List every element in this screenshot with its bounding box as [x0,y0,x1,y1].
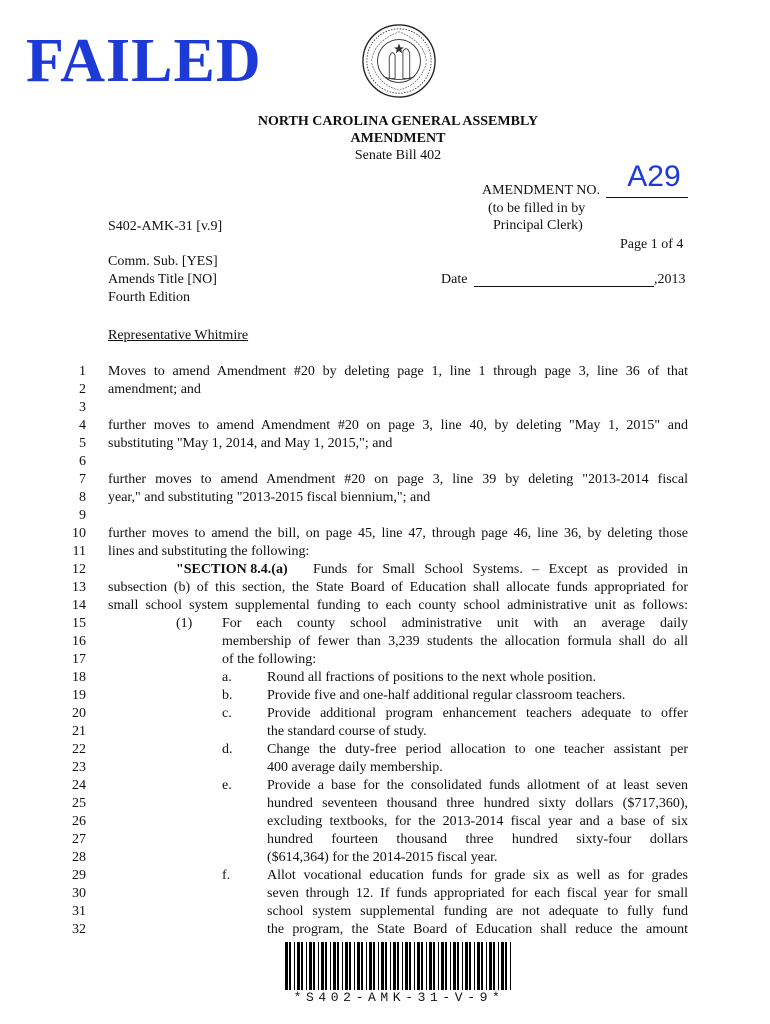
barcode-bar [421,942,423,990]
barcode-bar [450,942,451,990]
item-c-marker: c. [222,706,232,721]
barcode-bar [330,942,331,990]
amendment-no-value: A29 [627,160,681,193]
barcode-bar [342,942,343,990]
document-type: AMENDMENT [350,131,446,146]
line-number: 31 [72,904,86,919]
line-number: 9 [79,508,86,523]
line-number: 30 [72,886,86,901]
date-label: Date [441,272,468,287]
item-a-marker: a. [222,670,232,685]
line-number: 25 [72,796,86,811]
body-line-15: For each county school administrative unit with an average daily [222,616,688,631]
body-line-14: small school system supplemental funding to each county school administrative unit as follows: [108,598,688,613]
barcode-bar [289,942,291,990]
body-line-23: 400 average daily membership. [267,760,443,775]
barcode-bar [381,942,384,990]
line-number: 6 [79,454,86,469]
barcode-bar [457,942,459,990]
barcode-bar [378,942,379,990]
body-line-28: ($614,364) for the 2014-2015 fiscal year. [267,850,498,865]
body-line-26: excluding textbooks, for the 2013-2014 fiscal year and a base of six [267,814,688,829]
line-number: 3 [79,400,86,415]
line-number: 8 [79,490,86,505]
barcode-bar [333,942,336,990]
body-line-20: Provide additional program enhancement teachers adequate to offer [267,706,688,721]
body-line-29: Allot vocational education funds for grade six as well as for grades [267,868,688,883]
date-underline [474,286,654,287]
barcode-bar [325,942,327,990]
body-line-10: further moves to amend the bill, on page 45, line 47, through page 46, line 36, by deleting those [108,526,688,541]
line-number: 29 [72,868,86,883]
barcode-bar [306,942,307,990]
barcode-bar [474,942,475,990]
barcode-bar [361,942,363,990]
line-number: 13 [72,580,86,595]
body-line-5: substituting "May 1, 2014, and May 1, 2015,"; and [108,436,393,451]
item-1-marker: (1) [176,616,193,631]
body-line-21: the standard course of study. [267,724,427,739]
body-line-25: hundred seventeen thousand three hundred sixty dollars ($717,360), [267,796,688,811]
barcode-bar [366,942,367,990]
barcode-bar [393,942,396,990]
body-line-12: Funds for Small School Systems. – Except as provided in [313,562,688,577]
item-d-marker: d. [222,742,233,757]
section-heading: "SECTION 8.4.(a) [176,562,288,577]
barcode-bar [318,942,319,990]
barcode-bar [417,942,420,990]
barcode-text: *S402-AMK-31-V-9* [293,990,505,1005]
line-number: 17 [72,652,86,667]
barcode-bar [357,942,360,990]
barcode-bar [441,942,444,990]
line-number: 15 [72,616,86,631]
barcode-bar [510,942,511,990]
barcode-bar [501,942,504,990]
barcode-bar [349,942,351,990]
line-number: 21 [72,724,86,739]
line-number: 22 [72,742,86,757]
amendment-no-underline [606,197,688,198]
barcode-bar [369,942,372,990]
barcode-bar [390,942,391,990]
fill-note-2: Principal Clerk) [493,218,583,233]
line-number: 26 [72,814,86,829]
assembly-title: NORTH CAROLINA GENERAL ASSEMBLY [257,114,539,129]
line-number: 14 [72,598,86,613]
barcode-bar [409,942,411,990]
line-number: 19 [72,688,86,703]
body-line-8: year," and substituting "2013-2015 fiscal biennium,"; and [108,490,431,505]
barcode-bar [486,942,487,990]
body-line-1: Moves to amend Amendment #20 by deleting page 1, line 1 through page 3, line 36 of that [108,364,688,379]
page-indicator: Page 1 of 4 [620,237,684,252]
body-line-13: subsection (b) of this section, the State Board of Education shall allocate funds appropriated for [108,580,688,595]
item-f-marker: f. [222,868,231,883]
line-number: 32 [72,922,86,937]
line-number: 12 [72,562,86,577]
body-line-27: hundred fourteen thousand three hundred sixty-four dollars [267,832,688,847]
line-number: 20 [72,706,86,721]
body-line-32: the program, the State Board of Education shall reduce the amount [267,922,688,937]
barcode-bar [397,942,399,990]
barcode-bar [493,942,495,990]
date-year: ,2013 [654,272,686,287]
body-line-17: of the following: [222,652,317,667]
line-number: 5 [79,436,86,451]
body-line-11: lines and substituting the following: [108,544,310,559]
amendment-no-label: AMENDMENT NO. [482,183,600,198]
barcode-bar [433,942,435,990]
barcode-bar [321,942,324,990]
barcode-bar [285,942,288,990]
line-number: 10 [72,526,86,541]
barcode-bar [297,942,300,990]
edition: Fourth Edition [108,290,191,305]
line-number: 4 [79,418,86,433]
barcode-bar [345,942,348,990]
line-number: 18 [72,670,86,685]
barcode-bar [498,942,499,990]
barcode-bar [462,942,463,990]
barcode-bar [429,942,432,990]
line-number: 7 [79,472,86,487]
body-line-7: further moves to amend Amendment #20 on page 3, line 39 by deleting "2013-2014 fiscal [108,472,688,487]
item-e-marker: e. [222,778,232,793]
body-line-19: Provide five and one-half additional regular classroom teachers. [267,688,626,703]
line-number: 28 [72,850,86,865]
comm-sub: Comm. Sub. [YES] [108,254,218,269]
barcode-bar [337,942,339,990]
barcode-bar [385,942,387,990]
barcode-bar [426,942,427,990]
body-line-16: membership of fewer than 3,239 students the allocation formula shall do all [222,634,688,649]
barcode-bar [405,942,408,990]
barcode-bar [445,942,447,990]
body-line-24: Provide a base for the consolidated funds allotment of at least seven [267,778,688,793]
state-seal-icon [360,22,438,100]
barcode [283,942,515,990]
body-line-22: Change the duty-free period allocation to one teacher assistant per [267,742,688,757]
line-number: 23 [72,760,86,775]
barcode-bar [414,942,415,990]
barcode-bar [505,942,507,990]
barcode-bar [453,942,456,990]
barcode-bar [373,942,375,990]
line-number: 1 [79,364,86,379]
barcode-bar [438,942,439,990]
body-line-31: school system supplemental funding are not adequate to fully fund [267,904,688,919]
barcode-bar [477,942,480,990]
line-number: 11 [72,544,86,559]
barcode-bar [469,942,471,990]
doc-code: S402-AMK-31 [v.9] [108,219,223,234]
barcode-bar [354,942,355,990]
barcode-bar [481,942,483,990]
line-number: 16 [72,634,86,649]
barcode-bar [465,942,468,990]
barcode-bar [313,942,315,990]
bill-number: Senate Bill 402 [354,148,442,163]
body-line-2: amendment; and [108,382,201,397]
amends-title: Amends Title [NO] [108,272,217,287]
body-line-30: seven through 12. If funds appropriated for each fiscal year for small [267,886,688,901]
barcode-bar [309,942,312,990]
fill-note-1: (to be filled in by [488,201,586,216]
barcode-bar [489,942,492,990]
barcode-bar [294,942,295,990]
body-line-18: Round all fractions of positions to the next whole position. [267,670,596,685]
sponsor: Representative Whitmire [108,328,249,343]
barcode-bar [402,942,403,990]
body-line-4: further moves to amend Amendment #20 on page 3, line 40, by deleting "May 1, 2015" and [108,418,688,433]
line-number: 2 [79,382,86,397]
failed-stamp: FAILED [26,27,262,95]
item-b-marker: b. [222,688,233,703]
line-number: 24 [72,778,86,793]
barcode-bar [301,942,303,990]
line-number: 27 [72,832,86,847]
